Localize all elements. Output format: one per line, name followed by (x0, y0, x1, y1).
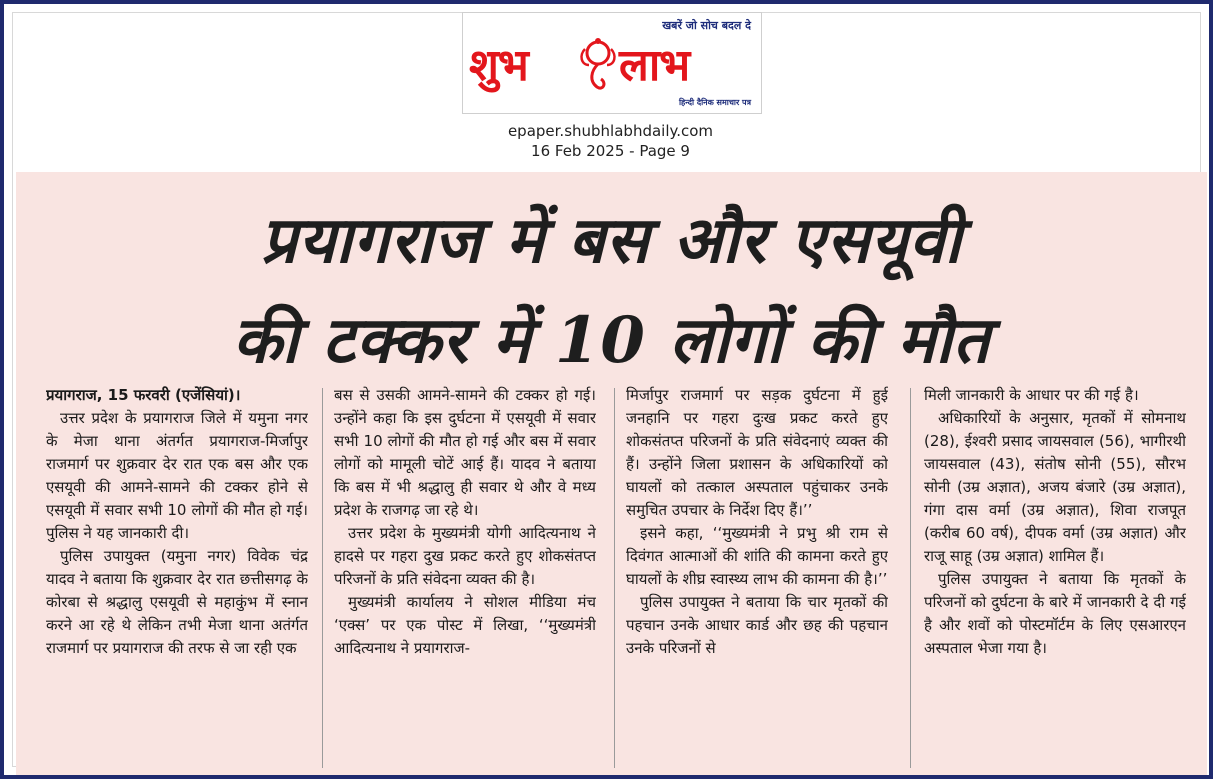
paragraph: मिर्जापुर राजमार्ग पर सड़क दुर्घटना में हुई जनहानि पर गहरा दुःख प्रकट करते हुए शोकसंतप्त परिजनों के प्रति संवेदनाएं व्यक्त की हैं। उन्होंने जिला प्रशासन के अधिकारियों को घायलों को तत्काल अस्पताल पहुंचाकर उनके समुचित उपचार के निर्देश दिए हैं।’’ (626, 386, 888, 519)
paragraph: पुलिस उपायुक्त ने बताया कि मृतकों के परिजनों को दुर्घटना के बारे में जानकारी दे दी गई है और शवों को पोस्टमॉर्टम के लिए एसआरएन अस्पताल भेजा गया है। (924, 570, 1186, 657)
news-clipping (16, 172, 1207, 775)
column-divider (322, 388, 323, 768)
dateline: प्रयागराज, 15 फरवरी (एजेंसियां)। (46, 386, 241, 404)
paragraph: उत्तर प्रदेश के प्रयागराज जिले में यमुना नगर के मेजा थाना अंतर्गत प्रयागराज-मिर्जापुर राजमार्ग पर शुक्रवार देर रात एक बस और एक एसयूवी की आमने-सामने की टक्कर होने से एसयूवी में सवार सभी 10 लोगों की मौत हो गई। पुलिस ने यह जानकारी दी। (46, 409, 308, 542)
source-url: epaper.shubhlabhdaily.com (507, 122, 714, 140)
paragraph: बस से उसकी आमने-सामने की टक्कर हो गई। उन्होंने कहा कि इस दुर्घटना में एसयूवी में सवार सभी 10 लोगों की मौत हो गई और बस में सवार लोगों को मामूली चोटें आई हैं। यादव ने बताया कि बस में भी श्रद्धालु ही सवार थे और वे मध्य प्रदेश के राजगढ़ जा रहे थे। (334, 386, 596, 519)
article-column-2 (334, 384, 596, 774)
article-column-3 (626, 384, 888, 774)
paragraph: पुलिस उपायुक्त ने बताया कि चार मृतकों की पहचान उनके आधार कार्ड और छह की पहचान उनके परिजनों से (626, 593, 888, 657)
article-column-1 (46, 384, 308, 774)
masthead-name-right: लाभ (619, 40, 690, 91)
headline-line-2: की टक्कर में 10 लोगों की मौत (232, 303, 991, 378)
masthead-tagline: खबरें जो सोच बदल दे (662, 19, 751, 32)
article-column-4 (924, 384, 1186, 774)
masthead-logo (462, 12, 762, 114)
paragraph: मिली जानकारी के आधार पर की गई है। (924, 386, 1139, 404)
masthead-subtitle: हिन्दी दैनिक समाचार पत्र (678, 98, 751, 107)
source-date-page: 16 Feb 2025 - Page 9 (531, 142, 690, 160)
paragraph: पुलिस उपायुक्त (यमुना नगर) विवेक चंद्र यादव ने बताया कि शुक्रवार देर रात छत्तीसगढ़ के कोरबा से श्रद्धालु एसयूवी से महाकुंभ में स्नान करने आ रहे थे लेकिन तभी मेजा थाना अतंर्गत राजमार्ग पर प्रयागराज की तरफ से जा रही एक (46, 547, 308, 657)
masthead-name-left: शुभ (469, 40, 528, 91)
paragraph: मुख्यमंत्री कार्यालय ने सोशल मीडिया मंच ‘एक्स’ पर एक पोस्ट में लिखा, ‘‘मुख्यमंत्री आदित्यनाथ ने प्रयागराज- (334, 593, 596, 657)
article-columns (46, 384, 1202, 774)
paragraph: अधिकारियों के अनुसार, मृतकों में सोमनाथ (28), ईश्वरी प्रसाद जायसवाल (56), भागीरथी जायसवाल (43), संतोष सोनी (55), सौरभ सोनी (उम्र अज्ञात), अजय बंजारे (उम्र अज्ञात), गंगा दास वर्मा (उम्र अज्ञात), शिवा राजपूत (करीब 60 वर्ष), दीपक वर्मा (उम्र अज्ञात) और राजू साहू (उम्र अज्ञात) शामिल हैं। (924, 409, 1186, 565)
column-divider (910, 388, 911, 768)
ganesha-logo-icon (575, 33, 621, 93)
column-divider (614, 388, 615, 768)
paragraph: इसने कहा, ‘‘मुख्यमंत्री ने प्रभु श्री राम से दिवंगत आत्माओं की शांति की कामना करते हुए घायलों के शीघ्र स्वास्थ्य लाभ की कामना की है।’’ (626, 524, 888, 588)
headline-line-1: प्रयागराज में बस और एसयूवी (260, 203, 963, 278)
paragraph: उत्तर प्रदेश के मुख्यमंत्री योगी आदित्यनाथ ने हादसे पर गहरा दुख प्रकट करते हुए शोकसंतप्त परिजनों के प्रति संवेदना व्यक्त की है। (334, 524, 596, 588)
